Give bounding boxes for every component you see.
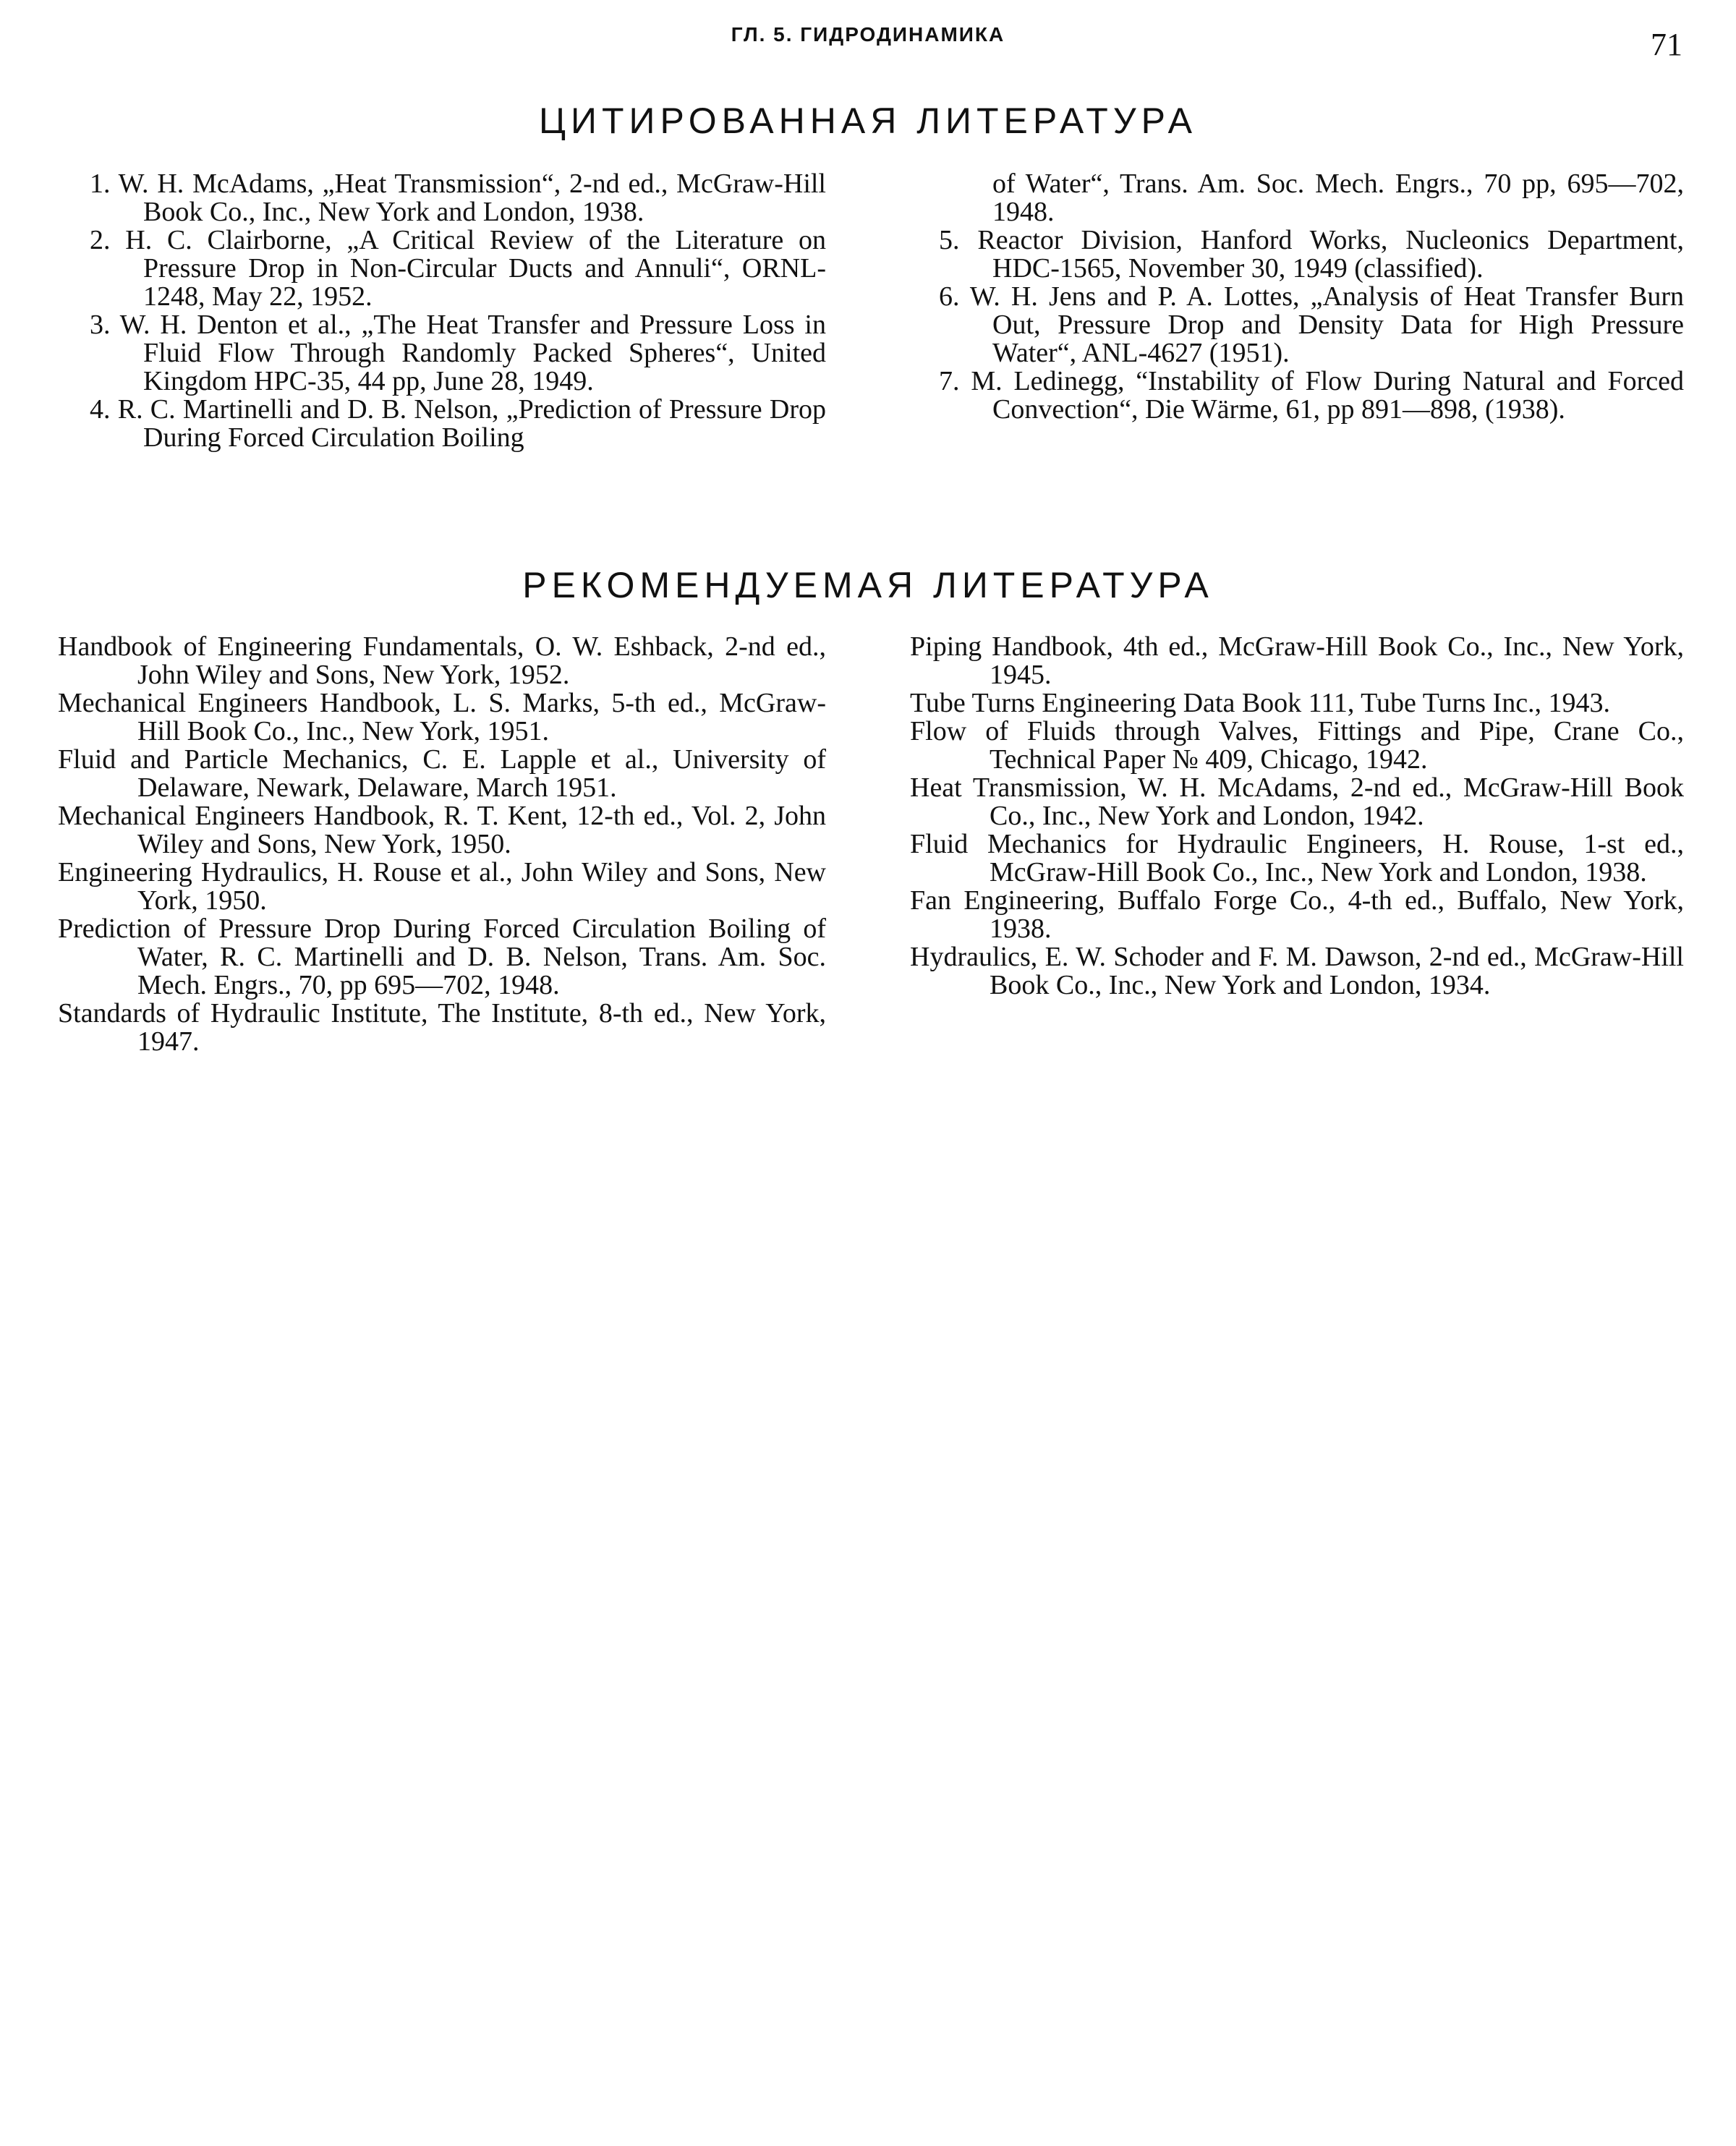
cited-reference: 1. W. H. McAdams, „Heat Transmission“, 2-nd ed., McGraw-Hill Book Co., Inc., New York and London, 1938. (90, 169, 826, 227)
recommended-reference: Handbook of Engineering Fundamentals, O. W. Eshback, 2-nd ed., John Wiley and Sons, New York, 1952. (58, 631, 826, 690)
recommended-reference: Heat Transmission, W. H. McAdams, 2-nd ed., McGraw-Hill Book Co., Inc., New York and London, 1942. (910, 772, 1684, 831)
cited-reference: 4. R. C. Martinelli and D. B. Nelson, „Prediction of Pressure Drop During Forced Circulation Boiling (90, 394, 826, 453)
recommended-left-column (58, 633, 826, 1056)
recommended-reference: Prediction of Pressure Drop During Forced Circulation Boiling of Water, R. C. Martinelli and D. B. Nelson, Trans. Am. Soc. Mech. Engrs., 70, pp 695—702, 1948. (58, 914, 826, 1000)
recommended-reference: Mechanical Engineers Handbook, L. S. Marks, 5-th ed., McGraw-Hill Book Co., Inc., New York, 1951. (58, 688, 826, 746)
recommended-reference: Tube Turns Engineering Data Book 111, Tube Turns Inc., 1943. (910, 688, 1611, 718)
recommended-reference: Fluid and Particle Mechanics, C. E. Lapple et al., University of Delaware, Newark, Delaware, March 1951. (58, 744, 826, 803)
cited-reference: 6. W. H. Jens and P. A. Lottes, „Analysis of Heat Transfer Burn Out, Pressure Drop and Density Data for High Pressure Water“, ANL-4627 (1951). (939, 281, 1684, 368)
recommended-reference: Fan Engineering, Buffalo Forge Co., 4-th ed., Buffalo, New York, 1938. (910, 885, 1684, 944)
page-number: 71 (1651, 27, 1682, 62)
recommended-reference: Hydraulics, E. W. Schoder and F. M. Dawson, 2-nd ed., McGraw-Hill Book Co., Inc., New York and London, 1934. (910, 942, 1684, 1000)
recommended-reference: Piping Handbook, 4th ed., McGraw-Hill Book Co., Inc., New York, 1945. (910, 631, 1684, 690)
cited-reference-continuation: of Water“, Trans. Am. Soc. Mech. Engrs., 70 pp, 695—702, 1948. (992, 169, 1684, 227)
recommended-reference: Standards of Hydraulic Institute, The Institute, 8-th ed., New York, 1947. (58, 998, 826, 1057)
recommended-reference: Engineering Hydraulics, H. Rouse et al., John Wiley and Sons, New York, 1950. (58, 857, 826, 916)
recommended-literature-title: РЕКОМЕНДУЕМАЯ ЛИТЕРАТУРА (522, 565, 1214, 605)
cited-left-column (58, 170, 826, 452)
cited-reference: 3. W. H. Denton et al., „The Heat Transfer and Pressure Loss in Fluid Flow Through Randomly Packed Spheres“, United Kingdom HPC-35, 44 pp, June 28, 1949. (90, 310, 826, 396)
recommended-reference: Fluid Mechanics for Hydraulic Engineers, H. Rouse, 1-st ed., McGraw-Hill Book Co., Inc., New York and London, 1938. (910, 829, 1684, 887)
cited-reference: 2. H. C. Clairborne, „A Critical Review of the Literature on Pressure Drop in Non-Circular Ducts and Annuli“, ORNL-1248, May 22, 1952. (90, 225, 826, 312)
cited-literature-title: ЦИТИРОВАННАЯ ЛИТЕРАТУРА (539, 101, 1197, 141)
recommended-reference: Mechanical Engineers Handbook, R. T. Kent, 12-th ed., Vol. 2, John Wiley and Sons, New York, 1950. (58, 801, 826, 859)
cited-right-column (907, 170, 1684, 424)
cited-reference: 5. Reactor Division, Hanford Works, Nucleonics Department, HDC-1565, November 30, 1949 (classified). (939, 225, 1684, 284)
cited-reference: 7. M. Ledinegg, “Instability of Flow During Natural and Forced Convection“, Die Wärme, 61, pp 891—898, (1938). (939, 366, 1684, 425)
running-head: ГЛ. 5. ГИДРОДИНАМИКА (731, 23, 1005, 46)
recommended-reference: Flow of Fluids through Valves, Fittings and Pipe, Crane Co., Technical Paper № 409, Chicago, 1942. (910, 716, 1684, 775)
recommended-right-column (910, 633, 1684, 1000)
